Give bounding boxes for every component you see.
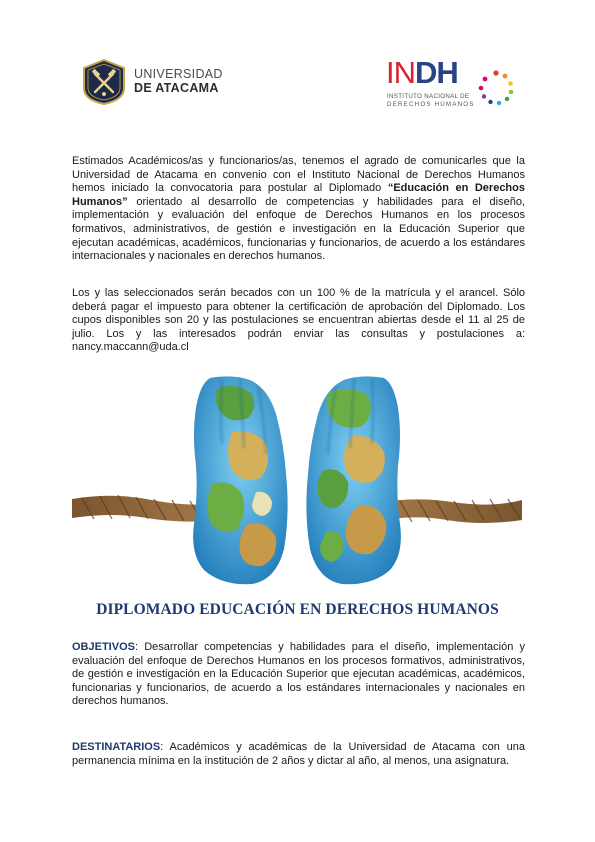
right-hand-world-map-icon	[306, 376, 400, 584]
intro-paragraph	[72, 155, 525, 264]
recipients-text: : Académicos y académicas de la Universidad de Atacama con una permanencia mínima en la institución de 2 años y dictar al año, al menos, una asignatura.	[72, 741, 525, 767]
universidad-atacama-logo	[80, 58, 250, 108]
objectives-paragraph	[72, 641, 525, 709]
indh-letters-in: IN	[386, 55, 415, 90]
university-seal-icon	[80, 58, 128, 106]
left-hand-world-map-icon	[193, 376, 287, 584]
diploma-title: DIPLOMADO EDUCACIÓN EN DERECHOS HUMANOS	[96, 601, 499, 618]
logo-text-de-atacama: DE ATACAMA	[134, 81, 219, 95]
recipients-paragraph	[72, 741, 525, 768]
intro-text-before: Estimados Académicos/as y funcionarios/as, tenemos el agrado de comunicarles que la Universidad de Atacama en convenio con el Instituto Nacional de Derechos Humanos hemos iniciado la convocatoria para postular al Diplomado	[72, 155, 525, 195]
hands-world-map-image	[72, 374, 522, 586]
diploma-name-emphasis: “Educación en Derechos Humanos”	[72, 182, 525, 208]
objectives-label: OBJETIVOS	[72, 641, 135, 653]
recipients-label: DESTINATARIOS	[72, 741, 161, 753]
intro-text-after: orientado al desarrollo de competencias y habilidades para el diseño, implementación y evaluación del enfoque de Derechos Humanos en los procesos formativos, administrativos, de gestión e investigación en la Educación Superior que ejecutan académicas, académicos, funcionarias y funcionarios, de acuerdo a los estándares internacionales y nacionales en derechos humanos.	[72, 195, 525, 263]
logo-text-universidad: UNIVERSIDAD	[134, 67, 223, 81]
indh-wordmark	[386, 56, 458, 90]
indh-subtitle-line1: INSTITUTO NACIONAL DE	[387, 93, 470, 100]
indh-subtitle-line2: DERECHOS HUMANOS	[387, 101, 475, 108]
objectives-text: : Desarrollar competencias y habilidades para el diseño, implementación y evaluación del enfoque de Derechos Humanos en los procesos formativos, administrativos, de gestión e investigación en la Educación Superior que ejecutan académicas, académicos, funcionarias y funcionarios, de acuerdo a los estándares internacionales y nacionales en derechos humanos.	[72, 641, 525, 708]
indh-letters-dh: DH	[415, 55, 458, 90]
scholarship-paragraph: Los y las seleccionados serán becados con un 100 % de la matrícula y el arancel. Sólo deberá pagar el impuesto para obtener la certificación de aprobación del Diplomado. Los cupos disponibles son 20 y las postulaciones se encuentran abiertas desde el 11 al 25 de julio. Los y las interesados podrán enviar las consultas y postulaciones a: nancy.maccann@uda.cl	[72, 287, 525, 354]
indh-dots-circle-icon	[476, 68, 516, 108]
indh-logo	[386, 56, 526, 116]
